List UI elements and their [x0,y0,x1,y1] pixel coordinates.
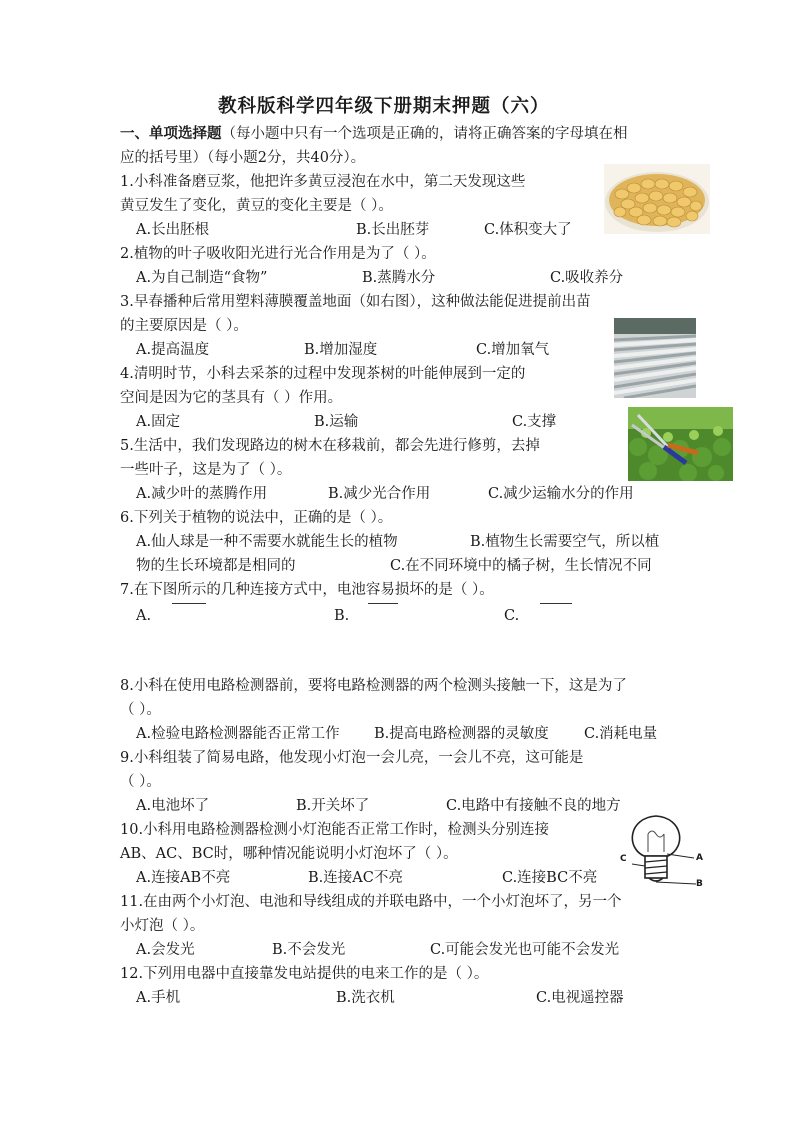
question-5-line-1: 5.生活中，我们发现路边的树木在移栽前，都会先进行修剪，去掉 [120,438,540,454]
question-8-line-2: （ ）。 [120,702,161,718]
q12-option-c[interactable]: C.电视遥控器 [536,990,624,1006]
q7-circuit-a-wire [172,603,206,604]
q1-option-c[interactable]: C.体积变大了 [484,222,572,238]
q7-option-c[interactable]: C. [504,608,520,624]
q3-option-b[interactable]: B.增加湿度 [304,342,378,358]
instruction-line-1: （每小题中只有一个选项是正确的，请将正确答案的字母填在相 [221,126,628,142]
question-11-line-2: 小灯泡（ ）。 [120,918,205,934]
bulb-label-c: C [620,854,627,864]
bulb-label-b: B [696,879,703,889]
q10-option-b[interactable]: B.连接AC不亮 [308,870,403,886]
q6-option-a[interactable]: A.仙人球是一种不需要水就能生长的植物 [136,534,398,550]
q8-option-b[interactable]: B.提高电路检测器的灵敏度 [374,726,549,742]
q4-option-c[interactable]: C.支撑 [512,414,557,430]
q5-option-a[interactable]: A.减少叶的蒸腾作用 [136,486,268,502]
question-6-line-1: 6.下列关于植物的说法中，正确的是（ ）。 [120,510,393,526]
question-11-line-1: 11.在由两个小灯泡、电池和导线组成的并联电路中，一个小灯泡坏了，另一个 [120,894,622,910]
q9-option-c[interactable]: C.电路中有接触不良的地方 [446,798,621,814]
q12-option-a[interactable]: A.手机 [136,990,181,1006]
plastic-film-field-image [614,318,696,398]
q11-option-c[interactable]: C.可能会发光也可能不会发光 [430,942,620,958]
section-instruction [120,124,628,144]
q3-option-c[interactable]: C.增加氧气 [476,342,550,358]
q11-option-a[interactable]: A.会发光 [136,942,195,958]
bulb-label-a: A [696,853,703,863]
question-2-line-1: 2.植物的叶子吸收阳光进行光合作用是为了（ ）。 [120,246,436,262]
q5-option-c[interactable]: C.减少运输水分的作用 [488,486,634,502]
question-1-line-2: 黄豆发生了变化，黄豆的变化主要是（ ）。 [120,198,393,214]
question-9-line-2: （ ）。 [120,774,161,790]
q10-option-a[interactable]: A.连接AB不亮 [136,870,231,886]
q4-option-a[interactable]: A.固定 [136,414,181,430]
q3-option-a[interactable]: A.提高温度 [136,342,210,358]
light-bulb-diagram [618,812,714,892]
q2-option-b[interactable]: B.蒸腾水分 [362,270,436,286]
q1-option-a[interactable]: A.长出胚根 [136,222,210,238]
q8-option-a[interactable]: A.检验电路检测器能否正常工作 [136,726,340,742]
soybeans-image [604,164,710,234]
question-1-line-1: 1.小科准备磨豆浆，他把许多黄豆浸泡在水中，第二天发现这些 [120,174,526,190]
q7-option-b[interactable]: B. [334,608,350,624]
question-9-line-1: 9.小科组装了简易电路，他发现小灯泡一会儿亮，一会儿不亮，这可能是 [120,750,584,766]
q6-option-b-continued: 物的生长环境都是相同的 [136,558,296,574]
q9-option-b[interactable]: B.开关坏了 [296,798,370,814]
hedge-trimming-image [628,407,733,481]
instruction-line-2: 应的括号里）（每小题2分，共40分）。 [120,150,366,166]
q9-option-a[interactable]: A.电池坏了 [136,798,210,814]
section-heading: 一、单项选择题 [120,125,222,142]
q7-circuit-b-wire [368,603,398,604]
q7-option-a[interactable]: A. [136,608,152,624]
q8-option-c[interactable]: C.消耗电量 [584,726,658,742]
page-title: 教科版科学四年级下册期末押题（六） [218,96,550,117]
question-10-line-1: 10.小科用电路检测器检测小灯泡能否正常工作时，检测头分别连接 [120,822,550,838]
q10-option-c[interactable]: C.连接BC不亮 [502,870,598,886]
q1-option-b[interactable]: B.长出胚芽 [356,222,430,238]
q5-option-b[interactable]: B.减少光合作用 [328,486,431,502]
question-12-line-1: 12.下列用电器中直接靠发电站提供的电来工作的是（ ）。 [120,966,489,982]
q12-option-b[interactable]: B.洗衣机 [336,990,395,1006]
q2-option-c[interactable]: C.吸收养分 [550,270,624,286]
question-4-line-2: 空间是因为它的茎具有（ ）作用。 [120,390,343,406]
question-7-line-1: 7.在下图所示的几种连接方式中，电池容易损坏的是（ ）。 [120,582,494,598]
q6-option-b[interactable]: B.植物生长需要空气，所以植 [470,534,660,550]
q6-option-c[interactable]: C.在不同环境中的橘子树，生长情况不同 [390,558,652,574]
q11-option-b[interactable]: B.不会发光 [272,942,346,958]
q7-circuit-c-wire [540,603,572,604]
question-8-line-1: 8.小科在使用电路检测器前，要将电路检测器的两个检测头接触一下，这是为了 [120,678,627,694]
question-4-line-1: 4.清明时节，小科去采茶的过程中发现茶树的叶能伸展到一定的 [120,366,526,382]
question-3-line-1: 3.早春播种后常用塑料薄膜覆盖地面（如右图），这种做法能促进提前出苗 [120,294,591,310]
question-10-line-2: AB、AC、BC时，哪种情况能说明小灯泡坏了（ ）。 [120,846,458,862]
q2-option-a[interactable]: A.为自己制造“食物” [136,270,268,286]
q4-option-b[interactable]: B.运输 [314,414,359,430]
question-5-line-2: 一些叶子，这是为了（ ）。 [120,462,292,478]
question-3-line-2: 的主要原因是（ ）。 [120,318,248,334]
